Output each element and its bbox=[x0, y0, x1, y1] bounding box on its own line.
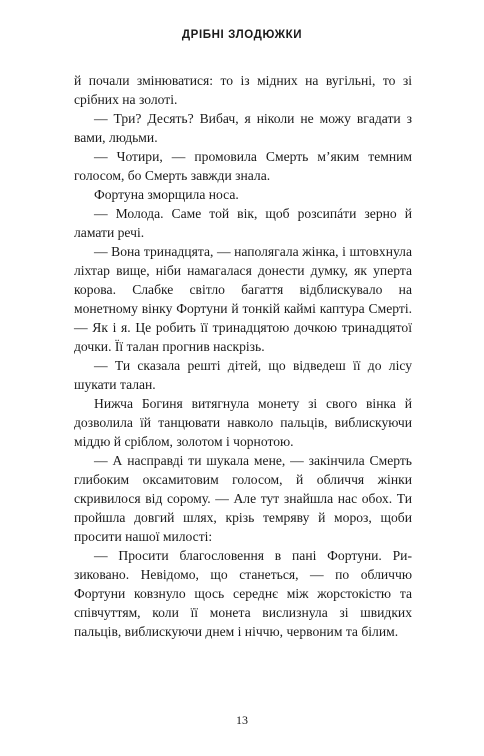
paragraph: Нижча Богиня витягнула монету зі свого вінка й дозволила їй танцювати навколо пальців, виблискуючи міддю й сріблом, золотом і чорнотою. bbox=[74, 396, 412, 449]
paragraph: — Вона тринадцята, — наполягала жінка, і штовхнула ліхтар вище, ніби намагалася донести думку, як уперта корова. Слабке світло багаття відблискувало на монетному вінку Фортуни й тонкій каймі каптура Смерті. — Як і я. Це робить її тринадцятою дочкою тринадцятої дочки. Її талан прогнив наскрізь. bbox=[74, 244, 412, 354]
paragraph: Фортуна зморщила носа. bbox=[94, 187, 239, 202]
paragraph: — Просити благословення в пані Фортуни. Ризиковано. Невідомо, що станеться, — по обличчю Фортуни ковзнуло щось середнє між жорстокістю та співчуттям, коли її монета вислизнула зі швидких пальців, виблискуючи днем і ніччю, червоним та білим. bbox=[74, 548, 412, 639]
body-text bbox=[74, 71, 412, 641]
running-head: ДРІБНІ ЗЛОДЮЖКИ bbox=[181, 29, 303, 41]
paragraph: — Три? Десять? Вибач, я ніколи не можу вгадати з вами, людьми. bbox=[74, 111, 412, 145]
paragraph: — А насправді ти шукала мене, — закінчила Смерть глибоким оксамитовим голосом, й обличчя жінки скривилося від сорому. — Але тут знайшла нас обох. Ти пройшла довгий шлях, крізь темряву й мороз, щоби просити нашої милості: bbox=[74, 453, 412, 544]
paragraph: й почали змінюватися: то із мідних на вугільні, то зі срібних на золоті. bbox=[74, 73, 412, 107]
paragraph: — Ти сказала решті дітей, що відведеш її до лісу шукати талан. bbox=[74, 358, 412, 392]
paragraph: — Чотири, — промовила Смерть м’яким темним голосом, бо Смерть завжди знала. bbox=[74, 149, 412, 183]
paragraph: — Молода. Саме той вік, щоб розсипáти зерно й ламати речі. bbox=[74, 206, 412, 240]
page-number: 13 bbox=[236, 713, 248, 727]
